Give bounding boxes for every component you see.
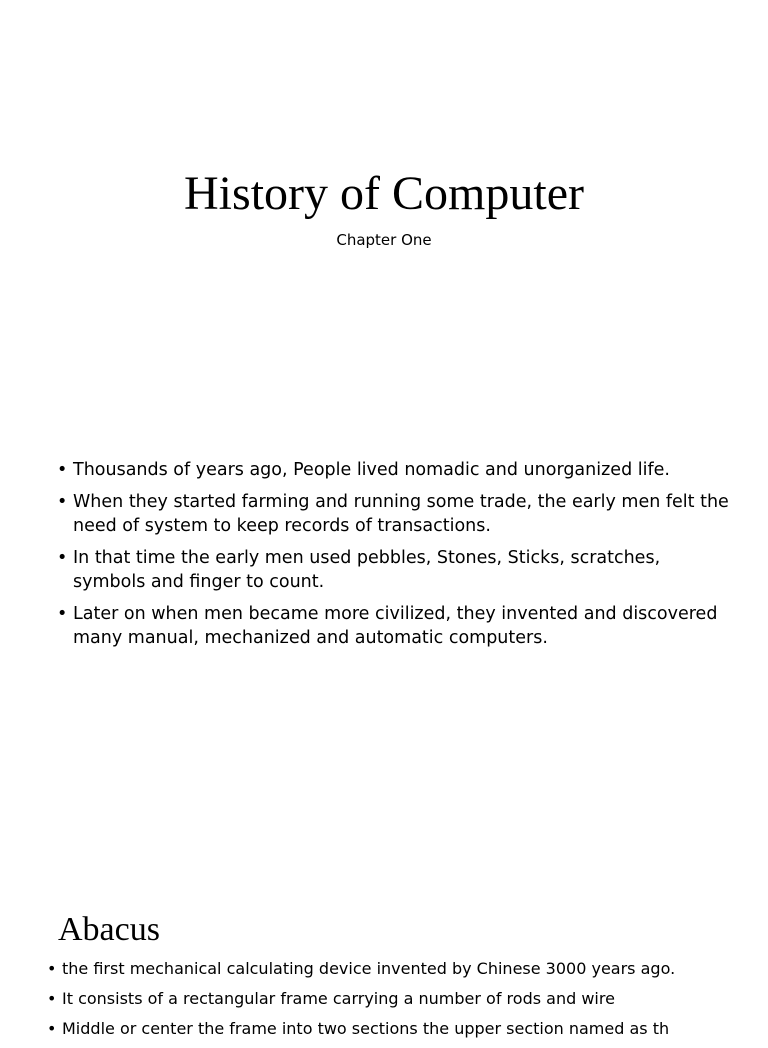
abacus-slide <box>0 860 768 1038</box>
title-slide <box>0 0 768 430</box>
bullet-item: • Middle or center the frame into two sections the upper section named as th <box>62 1018 752 1040</box>
section-heading: Abacus <box>58 911 160 948</box>
bullet-item: • Later on when men became more civilized, they invented and discovered many manual, mechanized and automatic computers. <box>73 602 733 650</box>
bullet-item: • In that time the early men used pebbles, Stones, Sticks, scratches, symbols and finger to count. <box>73 546 733 594</box>
bullet-item: • It consists of a rectangular frame carrying a number of rods and wire <box>62 988 752 1010</box>
bullet-item: • the first mechanical calculating device invented by Chinese 3000 years ago. <box>62 958 752 980</box>
abacus-bullet-list <box>62 958 752 1048</box>
slide-title: History of Computer <box>184 167 584 220</box>
bullet-item: • When they started farming and running some trade, the early men felt the need of system to keep records of transactions. <box>73 490 733 538</box>
slide-subtitle: Chapter One <box>336 231 432 249</box>
intro-slide <box>0 430 768 860</box>
intro-bullet-list <box>73 458 733 658</box>
bullet-item: • Thousands of years ago, People lived nomadic and unorganized life. <box>73 458 733 482</box>
